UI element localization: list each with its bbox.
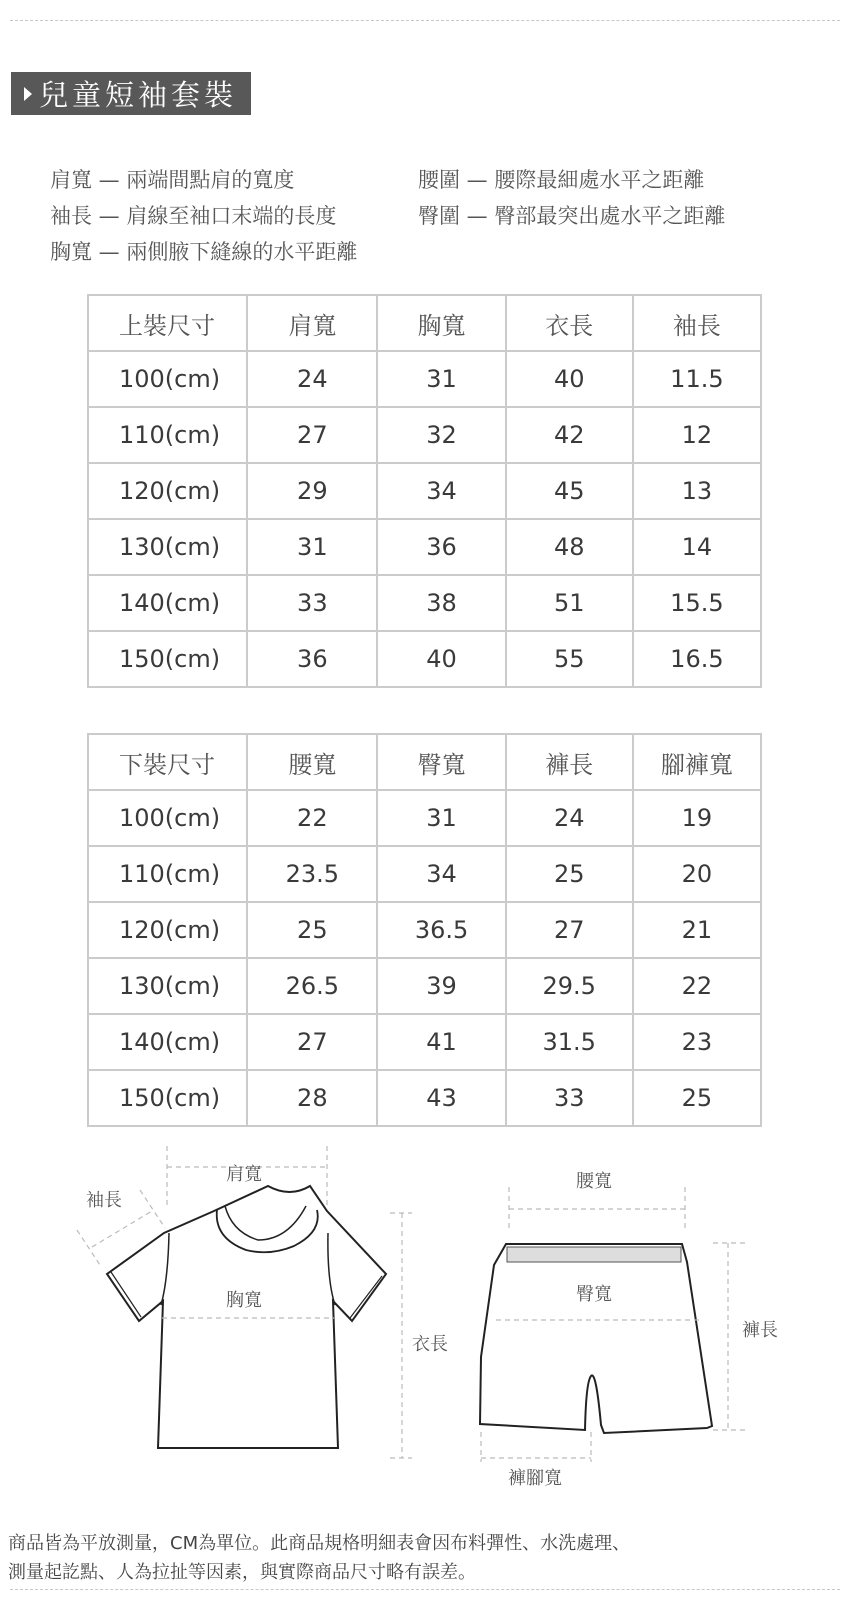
table-row [88, 351, 761, 407]
value-cell: 48 [506, 519, 633, 575]
table-header-row [88, 734, 761, 790]
note-line-1: 商品皆為平放測量，CM為單位。此商品規格明細表會因布料彈性、水洗處理、 [8, 1533, 631, 1554]
value-cell: 24 [506, 790, 633, 846]
definitions-left [50, 162, 357, 270]
header-cell: 腳褲寬 [633, 734, 761, 790]
size-cell: 100(cm) [88, 351, 247, 407]
definition-sleeve: 袖長 — 肩線至袖口末端的長度 [50, 204, 337, 228]
value-cell: 19 [633, 790, 761, 846]
top-size-table [87, 294, 762, 688]
header-cell: 臀寬 [377, 734, 505, 790]
table-row [88, 407, 761, 463]
value-cell: 29 [247, 463, 377, 519]
value-cell: 25 [247, 902, 377, 958]
header-cell: 上裝尺寸 [88, 295, 247, 351]
label-shoulder-width: 肩寬 [226, 1164, 262, 1185]
value-cell: 33 [247, 575, 377, 631]
tshirt-icon [107, 1186, 386, 1448]
value-cell: 13 [633, 463, 761, 519]
top-divider [10, 20, 840, 21]
bottom-size-table [87, 733, 762, 1127]
definition-hip: 臀圍 — 臀部最突出處水平之距離 [418, 204, 726, 228]
label-sleeve-length: 袖長 [86, 1190, 122, 1211]
definition-waist: 腰圍 — 腰際最細處水平之距離 [418, 168, 705, 192]
table-row [88, 902, 761, 958]
value-cell: 25 [633, 1070, 761, 1126]
value-cell: 34 [377, 463, 505, 519]
value-cell: 29.5 [506, 958, 633, 1014]
value-cell: 55 [506, 631, 633, 687]
size-cell: 140(cm) [88, 575, 247, 631]
triangle-right-icon [24, 87, 32, 101]
value-cell: 40 [377, 631, 505, 687]
header-cell: 腰寬 [247, 734, 377, 790]
definition-chest: 胸寬 — 兩側腋下縫線的水平距離 [50, 240, 358, 264]
table-row [88, 1014, 761, 1070]
value-cell: 36 [377, 519, 505, 575]
bottom-divider [10, 1589, 840, 1590]
size-cell: 120(cm) [88, 902, 247, 958]
header-cell: 褲長 [506, 734, 633, 790]
header-cell: 衣長 [506, 295, 633, 351]
value-cell: 11.5 [633, 351, 761, 407]
value-cell: 42 [506, 407, 633, 463]
label-waist-width: 腰寬 [576, 1171, 612, 1192]
value-cell: 36 [247, 631, 377, 687]
header-cell: 袖長 [633, 295, 761, 351]
size-cell: 150(cm) [88, 1070, 247, 1126]
value-cell: 26.5 [247, 958, 377, 1014]
value-cell: 38 [377, 575, 505, 631]
label-chest-width: 胸寬 [226, 1290, 262, 1311]
value-cell: 43 [377, 1070, 505, 1126]
size-cell: 110(cm) [88, 846, 247, 902]
table-row [88, 958, 761, 1014]
value-cell: 32 [377, 407, 505, 463]
table-row [88, 846, 761, 902]
header-cell: 下裝尺寸 [88, 734, 247, 790]
label-shirt-length: 衣長 [412, 1334, 448, 1355]
table-row [88, 575, 761, 631]
value-cell: 33 [506, 1070, 633, 1126]
value-cell: 23 [633, 1014, 761, 1070]
shorts-icon [480, 1244, 712, 1433]
definition-shoulder: 肩寬 — 兩端間點肩的寬度 [50, 168, 295, 192]
value-cell: 31 [377, 351, 505, 407]
value-cell: 45 [506, 463, 633, 519]
value-cell: 27 [506, 902, 633, 958]
value-cell: 20 [633, 846, 761, 902]
note-line-2: 測量起訖點、人為拉扯等因素，與實際商品尺寸略有誤差。 [8, 1562, 476, 1583]
value-cell: 34 [377, 846, 505, 902]
label-leg-opening: 褲腳寬 [508, 1468, 562, 1489]
table-row [88, 463, 761, 519]
size-cell: 100(cm) [88, 790, 247, 846]
measurement-note [8, 1529, 630, 1587]
value-cell: 41 [377, 1014, 505, 1070]
value-cell: 22 [633, 958, 761, 1014]
label-hip-width: 臀寬 [576, 1284, 612, 1305]
garment-diagram [0, 1110, 850, 1470]
value-cell: 16.5 [633, 631, 761, 687]
size-cell: 130(cm) [88, 519, 247, 575]
value-cell: 40 [506, 351, 633, 407]
table-header-row [88, 295, 761, 351]
table-row [88, 519, 761, 575]
section-title-text: 兒童短袖套裝 [39, 78, 238, 112]
value-cell: 23.5 [247, 846, 377, 902]
header-cell: 胸寬 [377, 295, 505, 351]
value-cell: 51 [506, 575, 633, 631]
value-cell: 25 [506, 846, 633, 902]
definitions-right [418, 162, 725, 234]
value-cell: 12 [633, 407, 761, 463]
value-cell: 31 [247, 519, 377, 575]
label-pants-length: 褲長 [742, 1320, 778, 1341]
value-cell: 36.5 [377, 902, 505, 958]
table-row [88, 790, 761, 846]
size-cell: 120(cm) [88, 463, 247, 519]
header-cell: 肩寬 [247, 295, 377, 351]
value-cell: 27 [247, 1014, 377, 1070]
value-cell: 24 [247, 351, 377, 407]
size-cell: 130(cm) [88, 958, 247, 1014]
value-cell: 15.5 [633, 575, 761, 631]
value-cell: 14 [633, 519, 761, 575]
value-cell: 21 [633, 902, 761, 958]
value-cell: 39 [377, 958, 505, 1014]
value-cell: 22 [247, 790, 377, 846]
value-cell: 31.5 [506, 1014, 633, 1070]
value-cell: 27 [247, 407, 377, 463]
value-cell: 31 [377, 790, 505, 846]
table-row [88, 631, 761, 687]
size-cell: 110(cm) [88, 407, 247, 463]
size-cell: 140(cm) [88, 1014, 247, 1070]
size-cell: 150(cm) [88, 631, 247, 687]
section-title [11, 72, 251, 115]
value-cell: 28 [247, 1070, 377, 1126]
